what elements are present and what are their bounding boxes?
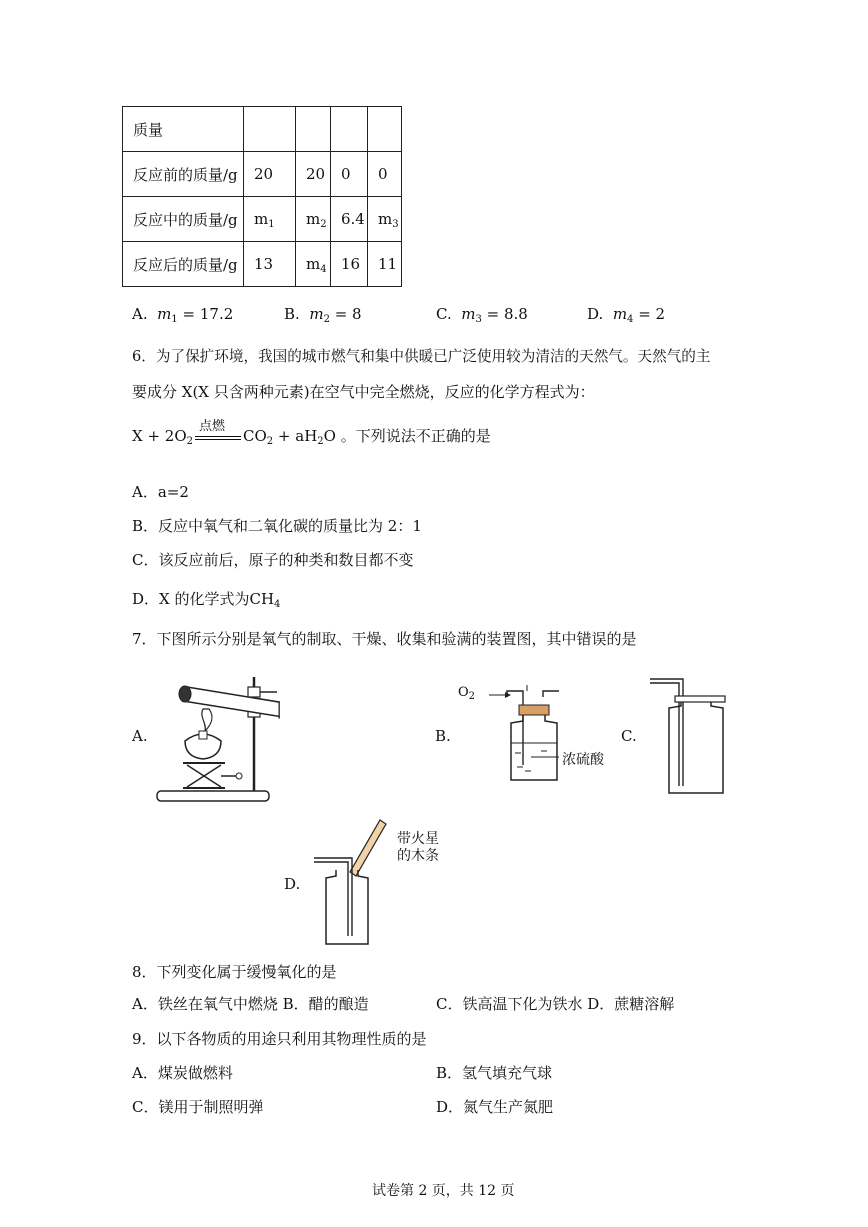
q7-option-b[interactable]: B. (435, 727, 451, 745)
q6-stem-line1: 6．为了保扩环境，我国的城市燃气和集中供暖已广泛使用较为清洁的天然气。天然气的主 (132, 348, 711, 365)
q5-option-d[interactable]: D. $m_4 = 2$ (587, 305, 666, 325)
table-cell: 反应前的质量/g (123, 152, 244, 197)
q6-stem-line2: 要成分 X(X 只含两种元素)在空气中完全燃烧，反应的化学方程式为： (132, 383, 595, 401)
mass-table (122, 106, 402, 287)
q6-equation: $X + 2O_2$ 点燃 $CO_2 + aH_2O$ 。下列说法不正确的是 (132, 419, 491, 447)
q5-option-a[interactable]: A. $m_1 = 17.2$ (132, 305, 234, 325)
table-cell: $m_1$ (244, 197, 296, 242)
q9-option-c[interactable]: C．镁用于制照明弹 (132, 1098, 264, 1116)
table-cell: $m_3$ (368, 197, 402, 242)
splint-label-line1: 带火星 (397, 831, 439, 847)
q9-option-d[interactable]: D．氮气生产氮肥 (436, 1098, 554, 1116)
table-row (123, 197, 402, 242)
concentrated-sulfuric-acid-label: 浓硫酸 (562, 752, 604, 768)
table-cell: $m_4$ (296, 242, 331, 287)
table-cell: 反应中的质量/g (123, 197, 244, 242)
q9-option-a[interactable]: A．煤炭做燃料 (132, 1064, 233, 1082)
q9-option-b[interactable]: B．氢气填充气球 (436, 1064, 553, 1082)
table-cell: 6.4 (331, 197, 368, 242)
q8-options-ab[interactable]: A．铁丝在氧气中燃烧 B．醋的酿造 (132, 995, 369, 1013)
table-cell: 0 (368, 152, 402, 197)
table-cell: 20 (244, 152, 296, 197)
q6-option-d[interactable]: D．X 的化学式为$CH_4$ (132, 590, 281, 610)
q5-option-c[interactable]: C. $m_3 = 8.8$ (436, 305, 528, 325)
page-footer: 试卷第 2 页，共 12 页 (372, 1183, 515, 1199)
table-cell: 20 (296, 152, 331, 197)
q8-stem: 8．下列变化属于缓慢氧化的是 (132, 963, 337, 981)
q5-option-b[interactable]: B. $m_2 = 8$ (284, 305, 362, 325)
q8-options-cd[interactable]: C．铁高温下化为铁水 D．蔗糖溶解 (436, 995, 675, 1013)
table-cell: 0 (331, 152, 368, 197)
o2-label: $O_2$ (458, 685, 476, 702)
table-row (123, 107, 402, 152)
q7-option-c[interactable]: C. (621, 727, 637, 745)
splint-label-line2: 的木条 (397, 848, 439, 864)
q9-stem: 9．以下各物质的用途只利用其物理性质的是 (132, 1030, 427, 1048)
table-cell: 13 (244, 242, 296, 287)
reaction-condition-arrow: 点燃 (195, 429, 241, 445)
gas-collection-bottle-figure (645, 676, 730, 796)
table-cell: 11 (368, 242, 402, 287)
oxygen-generation-apparatus-figure (155, 665, 280, 807)
q6-option-a[interactable]: A．a=2 (132, 483, 189, 501)
table-row (123, 152, 402, 197)
q7-stem: 7．下图所示分别是氧气的制取、干燥、收集和验满的装置图，其中错误的是 (132, 630, 637, 648)
table-header-cell: 质量 (123, 107, 244, 152)
table-cell: 16 (331, 242, 368, 287)
q6-option-c[interactable]: C．该反应前后，原子的种类和数目都不变 (132, 551, 414, 569)
q7-option-d[interactable]: D. (284, 875, 301, 893)
table-cell: 反应后的质量/g (123, 242, 244, 287)
table-row (123, 242, 402, 287)
table-cell: $m_2$ (296, 197, 331, 242)
q6-option-b[interactable]: B．反应中氧气和二氧化碳的质量比为 2：1 (132, 517, 422, 535)
oxygen-full-test-figure (306, 818, 388, 948)
q7-option-a[interactable]: A. (132, 727, 148, 745)
